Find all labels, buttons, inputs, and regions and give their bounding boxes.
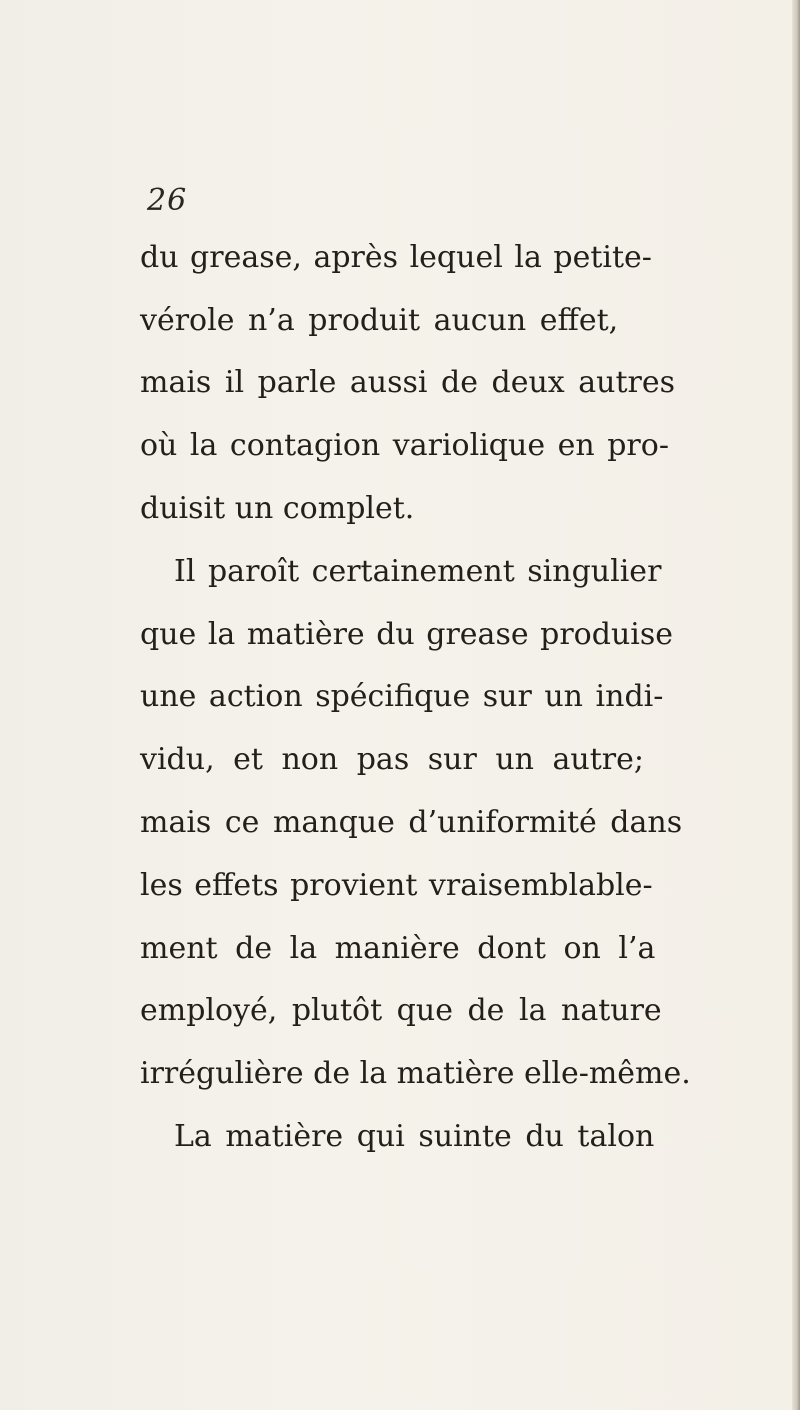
text-line: employé, plutôt que de la nature <box>140 993 662 1028</box>
text-line: que la matière du grease produise <box>140 617 674 652</box>
text-line: mais ce manque d’uniformité dans <box>140 805 683 840</box>
text-line: La matière qui suinte du talon <box>174 1119 655 1154</box>
text-line: mais il parle aussi de deux autres <box>140 365 676 400</box>
text-line: du grease, après lequel la petite- <box>140 240 652 275</box>
text-line: où la contagion variolique en pro- <box>140 428 669 463</box>
text-line: duisit un complet. <box>140 491 415 526</box>
text-line: vidu, et non pas sur un autre; <box>140 742 644 777</box>
text-line: Il paroît certainement singulier <box>174 554 662 589</box>
text-line: les effets provient vraisemblable- <box>140 868 653 903</box>
text-line: vérole n’a produit aucun effet, <box>140 303 619 338</box>
text-line: une action spécifique sur un indi- <box>140 679 664 714</box>
page-number: 26 <box>147 183 188 218</box>
page-edge-shadow <box>792 0 800 1410</box>
text-line: irrégulière de la matière elle-même. <box>140 1056 691 1091</box>
text-line: ment de la manière dont on l’a <box>140 931 656 966</box>
